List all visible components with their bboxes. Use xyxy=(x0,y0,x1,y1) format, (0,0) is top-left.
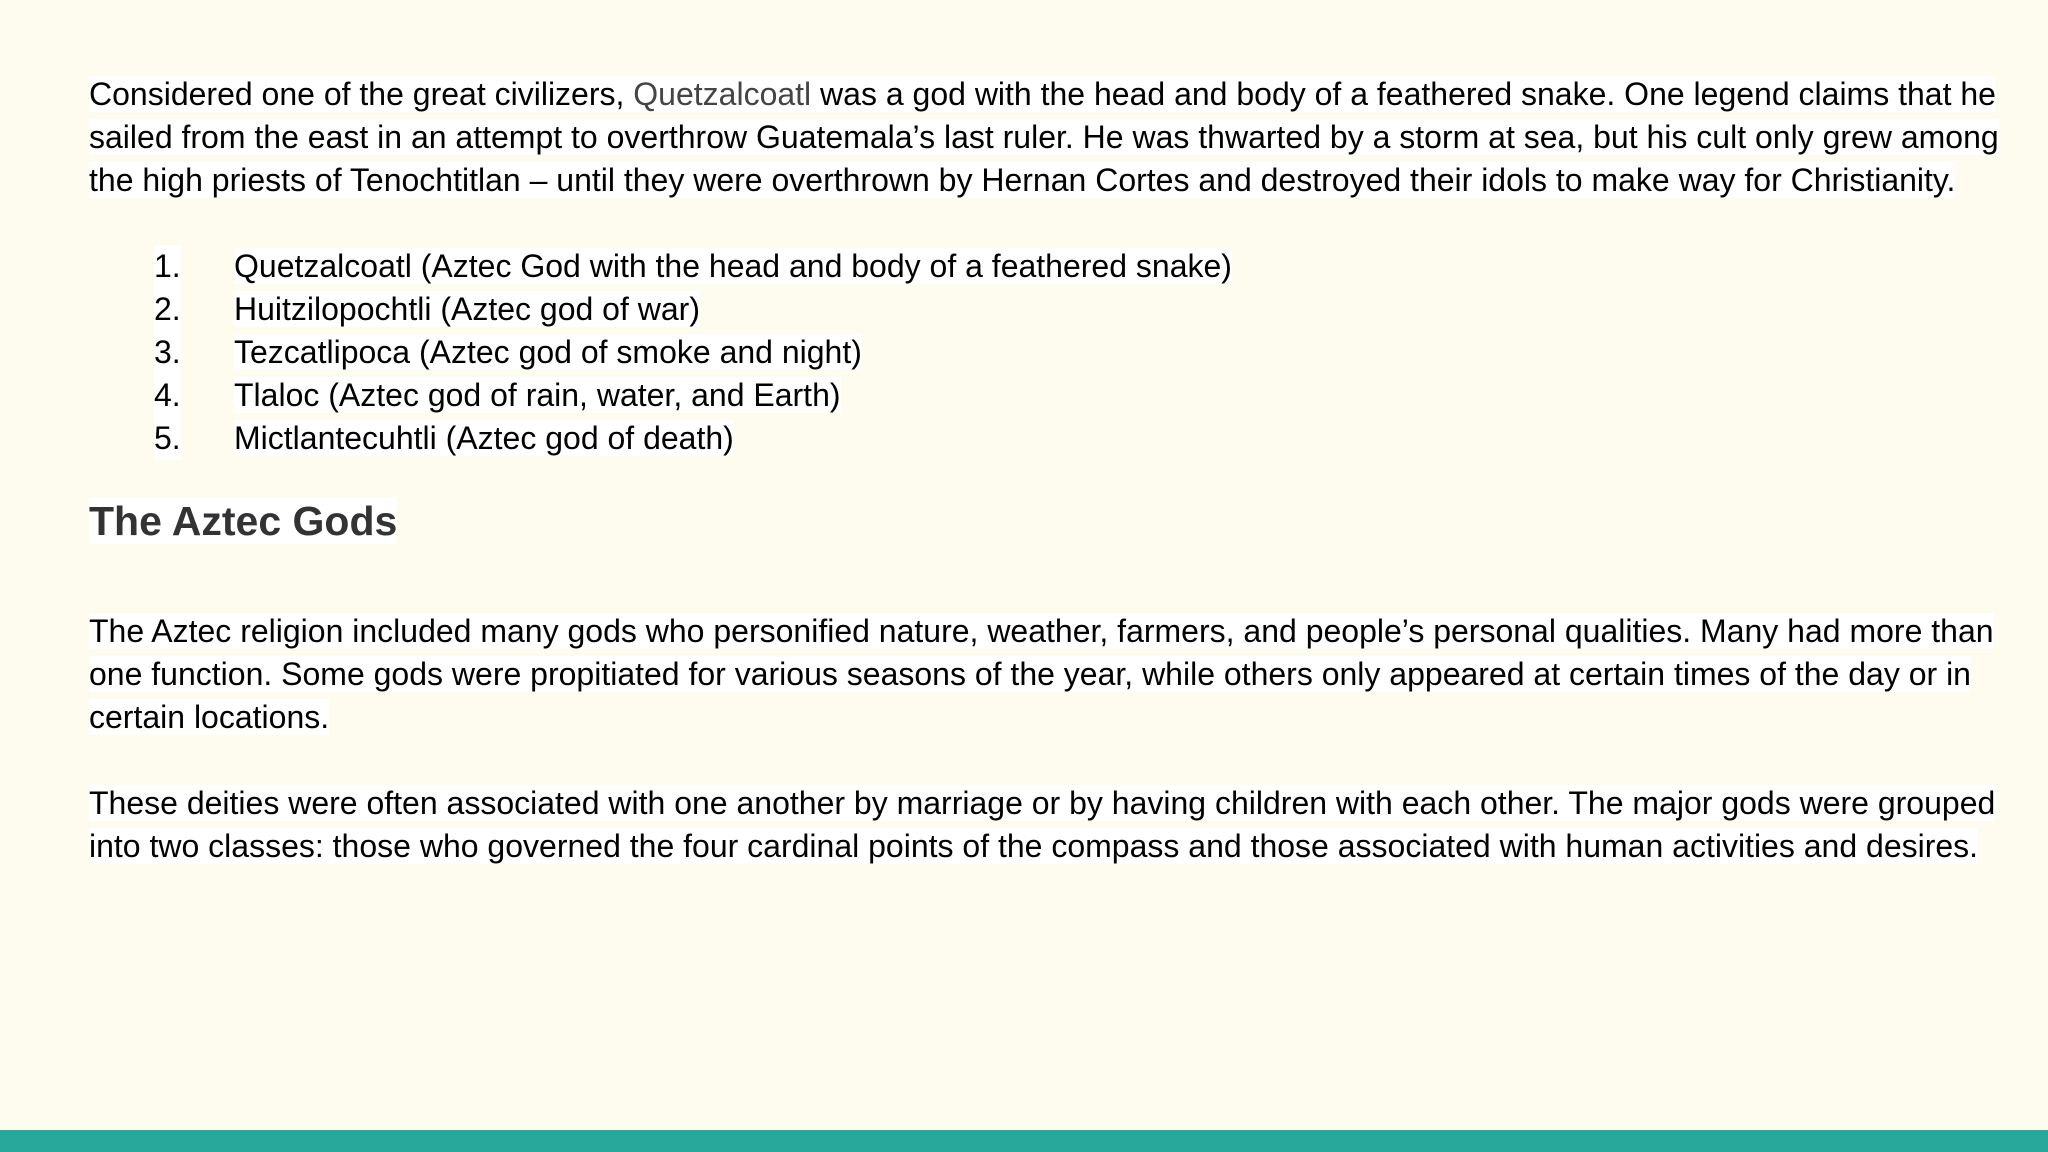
list-item-number: 3. xyxy=(154,331,181,374)
quetzalcoatl-link[interactable]: Quetzalcoatl xyxy=(633,76,812,112)
list-item-text: Huitzilopochtli (Aztec god of war) xyxy=(234,291,700,327)
list-item-text: Quetzalcoatl (Aztec God with the head and body of a feathered snake) xyxy=(234,248,1232,284)
list-item-number: 2. xyxy=(154,288,181,331)
footer-accent-bar xyxy=(0,1130,2048,1152)
list-item xyxy=(89,288,2009,331)
section-paragraph-1 xyxy=(89,610,2009,739)
list-item-text: Mictlantecuhtli (Aztec god of death) xyxy=(234,420,734,456)
intro-text-before: Considered one of the great civilizers, xyxy=(89,76,634,112)
list-item xyxy=(89,245,2009,288)
list-item xyxy=(89,417,2009,460)
list-item-number: 1. xyxy=(154,245,181,288)
aztec-gods-list xyxy=(89,245,2009,460)
list-item xyxy=(89,374,2009,417)
section-paragraph-1-text: The Aztec religion included many gods who personified nature, weather, farmers, and people’s personal qualities. Many had more than one function. Some gods were propitiated for various seasons of the year, while others only appeared at certain times of the day or in certain locations. xyxy=(89,613,1994,735)
list-item xyxy=(89,331,2009,374)
section-paragraph-2-text: These deities were often associated with one another by marriage or by having children with each other. The major gods were grouped into two classes: those who governed the four cardinal points of the compass and those associated with human activities and desires. xyxy=(89,785,1996,864)
intro-text xyxy=(89,76,1999,198)
section-heading-text: The Aztec Gods xyxy=(89,498,398,544)
intro-text-after: was a god with the head and body of a feathered snake. One legend claims that he sailed from the east in an attempt to overthrow Guatemala’s last ruler. He was thwarted by a storm at sea, but his cult only grew among the high priests of Tenochtitlan – until they were overthrown by Hernan Cortes and destroyed their idols to make way for Christianity. xyxy=(89,76,1999,198)
document-content xyxy=(89,73,2009,868)
list-item-number: 5. xyxy=(154,417,181,460)
list-item-text: Tlaloc (Aztec god of rain, water, and Earth) xyxy=(234,377,841,413)
list-item-text: Tezcatlipoca (Aztec god of smoke and night) xyxy=(234,334,862,370)
section-heading xyxy=(89,495,2009,547)
intro-paragraph xyxy=(89,73,2009,202)
section-paragraph-2 xyxy=(89,782,2009,868)
list-item-number: 4. xyxy=(154,374,181,417)
